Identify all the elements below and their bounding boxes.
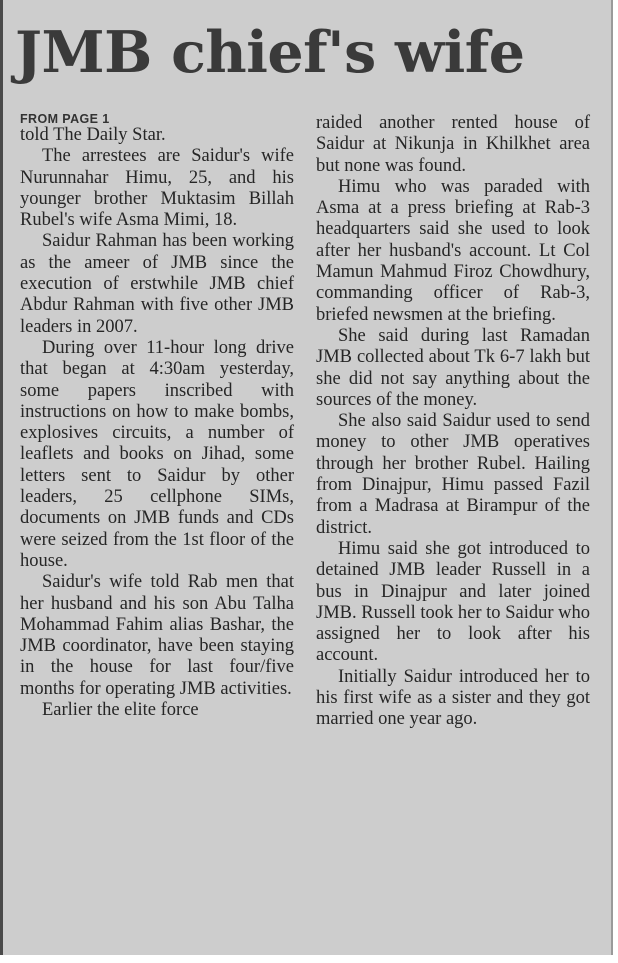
paragraph: Himu who was paraded with Asma at a press briefing at Rab-3 headquarters said she used to look after her husband's account. Lt Col Mamun Mahmud Firoz Chowdhury, commanding officer of Rab-3, briefed newsmen at the briefing.: [316, 176, 590, 325]
paragraph: Earlier the elite force: [42, 700, 199, 721]
paragraph: Saidur Rahman has been working as the ameer of JMB since the execution of erstwhile JMB chief Abdur Rahman with five other JMB leaders in 2007.: [20, 231, 294, 337]
paragraph: Himu said she got introduced to detained JMB leader Russell in a bus in Dinajpur and later joined JMB. Russell took her to Saidur who assigned her to look after his account.: [316, 538, 590, 666]
paragraph: Initially Saidur introduced her to his first wife as a sister and they got married one year ago.: [316, 666, 590, 730]
article-column-right: [316, 113, 590, 731]
article-column-left: [20, 113, 294, 721]
paragraph: raided another rented house of Saidur at Nikunja in Khilkhet area but none was found.: [316, 113, 590, 176]
continuation-kicker: FROM PAGE 1: [20, 112, 110, 126]
paragraph: Saidur's wife told Rab men that her husband and his son Abu Talha Mohammad Fahim alias Bashar, the JMB coordinator, have been staying in the house for last four/five months for operating JMB activities.: [20, 572, 294, 699]
paragraph: The arrestees are Saidur's wife Nurunnahar Himu, 25, and his younger brother Muktasim Billah Rubel's wife Asma Mimi, 18.: [20, 146, 294, 231]
clipping-edge-rule: [611, 0, 613, 955]
paragraph: She also said Saidur used to send money to other JMB operatives through her brother Rubel. Hailing from Dinajpur, Himu passed Fazil from a Madrasa at Birampur of the district.: [316, 411, 590, 538]
headline: JMB chief's wife: [15, 19, 525, 86]
paragraph: She said during last Ramadan JMB collected about Tk 6-7 lakh but she did not say anything about the sources of the money.: [316, 325, 590, 410]
paragraph: told The Daily Star.: [20, 125, 166, 145]
paragraph: During over 11-hour long drive that began at 4:30am yesterday, some papers inscribed with instructions on how to make bombs, explosives circuits, a number of leaflets and books on Jihad, some letters sent to Saidur by other leaders, 25 cellphone SIMs, documents on JMB funds and CDs were seized from the 1st floor of the house.: [20, 337, 294, 571]
